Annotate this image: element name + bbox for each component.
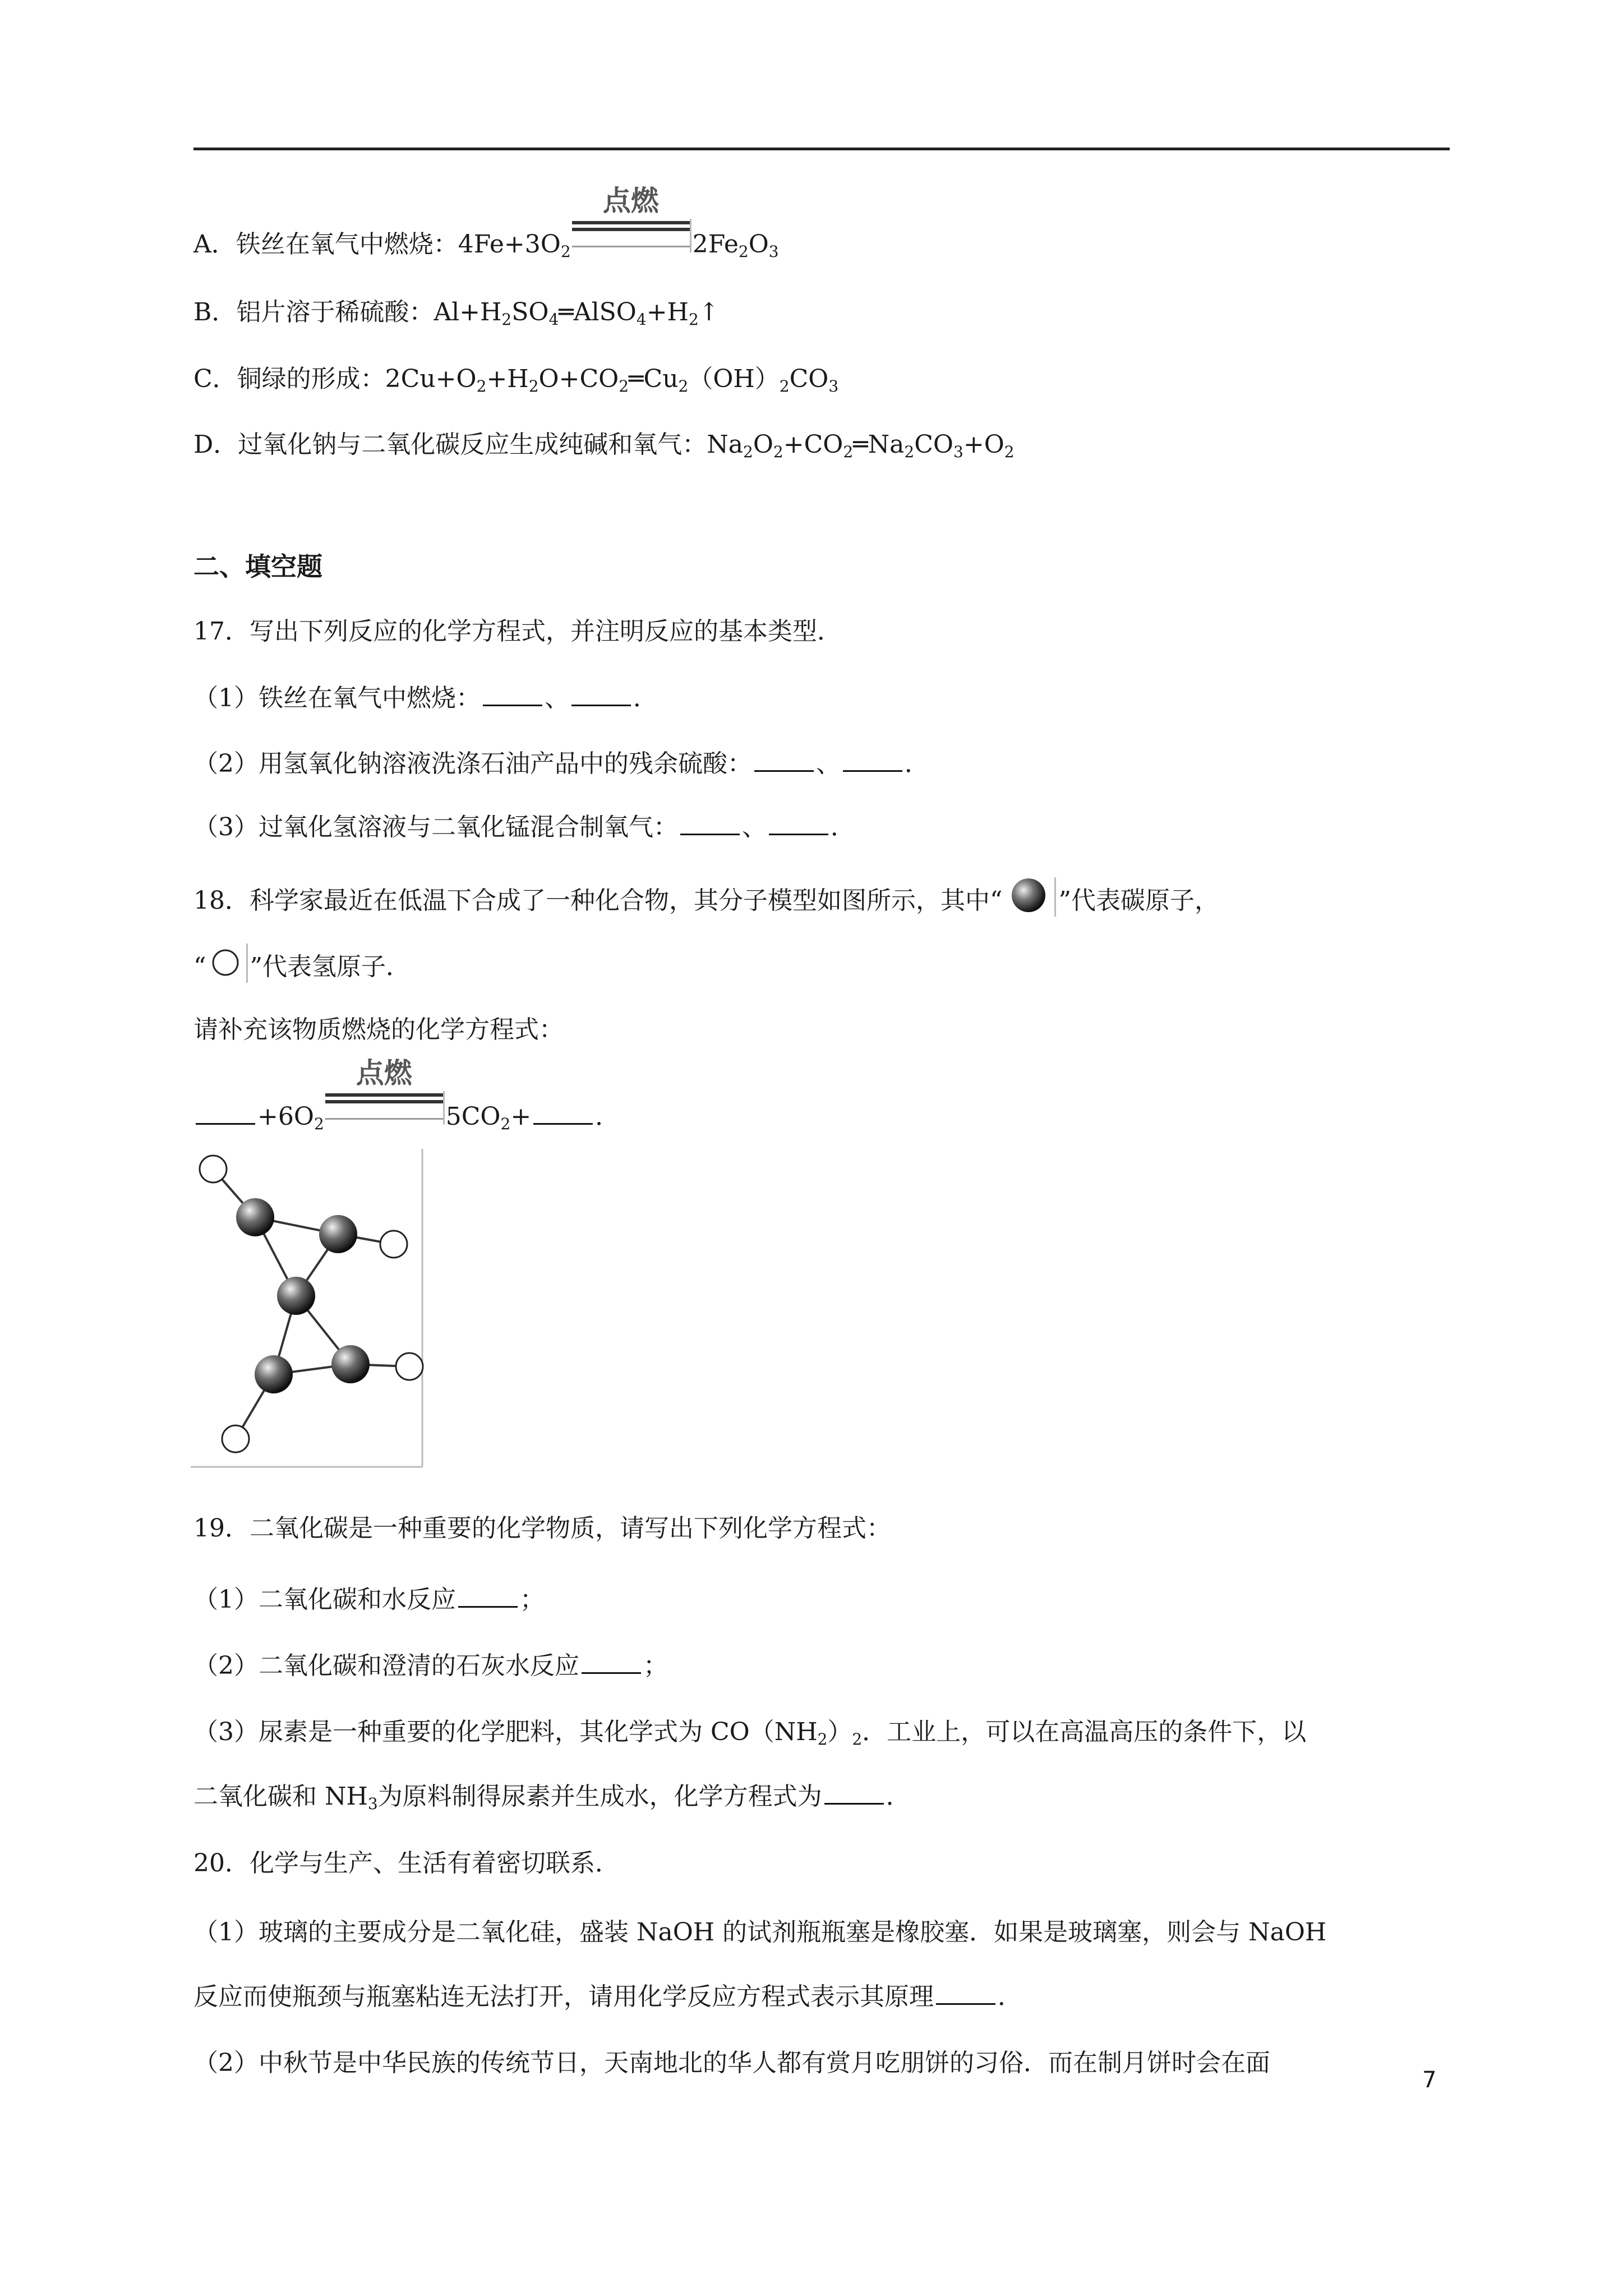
answer-blank[interactable] <box>533 1101 593 1125</box>
hydrogen-atom <box>380 1231 407 1258</box>
q20-part2: （2）中秋节是中华民族的传统节日，天南地北的华人都有赏月吃朋饼的习俗．而在制月饼时会在面 <box>193 2049 1270 2077</box>
q19-part3-cont: 二氧化碳和 $NH_3$为原料制得尿素并生成水，化学方程式为 ． <box>193 1780 911 1814</box>
q20-part1: （1）玻璃的主要成分是二氧化硅，盛装 NaOH 的试剂瓶瓶塞是橡胶塞．如果是玻璃塞，则会与 NaOH <box>193 1918 1327 1947</box>
q19-part1: （1）二氧化碳和水反应 ； <box>193 1583 545 1617</box>
q19-stem: 19．二氧化碳是一种重要的化学物质，请写出下列化学方程式： <box>193 1514 891 1543</box>
hydrogen-atom <box>396 1353 423 1380</box>
q17-part3: （3）过氧化氢溶液与二氧化锰混合制氧气： 、 ． <box>193 811 855 844</box>
answer-blank[interactable] <box>458 1584 518 1608</box>
option-a: A．铁丝在氧气中燃烧：$4Fe+3O_2$ 点燃 $2Fe_2O_3$ <box>193 185 779 261</box>
q19-part3: （3）尿素是一种重要的化学肥料，其化学式为 $CO(NH_2)_2$．工业上，可以在高温高压的条件下，以 <box>193 1718 1307 1749</box>
answer-blank[interactable] <box>754 748 814 772</box>
q17-part1: （1）铁丝在氧气中燃烧： 、 ． <box>193 682 658 715</box>
answer-blank[interactable] <box>843 748 902 772</box>
carbon-atom <box>277 1277 315 1315</box>
q19-part2: （2）二氧化碳和澄清的石灰水反应 ； <box>193 1649 668 1683</box>
answer-blank[interactable] <box>769 811 828 835</box>
page-number: 7 <box>1422 2067 1437 2093</box>
answer-blank[interactable] <box>483 682 542 706</box>
q18-stem: 18．科学家最近在低温下合成了一种化合物，其分子模型如图所示，其中“ ”代表碳原子， <box>193 877 1219 918</box>
carbon-atom-icon <box>1004 877 1056 917</box>
carbon-atom <box>255 1355 293 1393</box>
hydrogen-atom-icon <box>209 944 248 983</box>
q18-equation: $+6O_2$ 点燃 $5CO_2+$ ． <box>193 1091 620 1134</box>
q18-line2: “ ”代表氢原子． <box>193 944 411 984</box>
answer-blank[interactable] <box>196 1101 255 1125</box>
carbon-atom <box>331 1345 370 1383</box>
q17-stem: 17．写出下列反应的化学方程式，并注明反应的基本类型． <box>193 617 842 646</box>
carbon-atom <box>236 1198 274 1236</box>
q20-stem: 20．化学与生产、生活有着密切联系． <box>193 1849 620 1878</box>
answer-blank[interactable] <box>824 1780 884 1805</box>
option-d: D．过氧化钠与二氧化碳反应生成纯碱和氧气：$Na_2O_2+CO_2═Na_2CO_3+O_2$ <box>193 430 1015 461</box>
q20-part1-cont: 反应而使瓶颈与瓶塞粘连无法打开，请用化学反应方程式表示其原理 ． <box>193 1980 1022 2014</box>
header-rule <box>193 148 1450 150</box>
answer-blank[interactable] <box>571 682 631 706</box>
answer-blank[interactable] <box>680 811 740 835</box>
carbon-atom <box>319 1215 357 1253</box>
hydrogen-atom <box>200 1156 227 1182</box>
reaction-condition: 点燃 <box>572 219 691 252</box>
q17-part2: （2）用氢氧化钠溶液洗涤石油产品中的残余硫酸： 、 ． <box>193 747 929 781</box>
molecule-model-figure <box>191 1144 432 1470</box>
answer-blank[interactable] <box>582 1650 641 1674</box>
reaction-condition: 点燃 <box>325 1091 445 1125</box>
q18-line3: 请补充该物质燃烧的化学方程式： <box>193 1015 564 1044</box>
section-title: 二、填空题 <box>193 551 322 582</box>
option-b: B．铝片溶于稀硫酸：$Al+H_2SO_4═AlSO_4+H_2↑$ <box>193 298 720 329</box>
option-c: C．铜绿的形成：$2Cu+O_2+H_2O+CO_2═Cu_2(OH)_2CO_3$ <box>193 365 839 395</box>
hydrogen-atom <box>222 1425 249 1452</box>
answer-blank[interactable] <box>936 1981 995 2005</box>
